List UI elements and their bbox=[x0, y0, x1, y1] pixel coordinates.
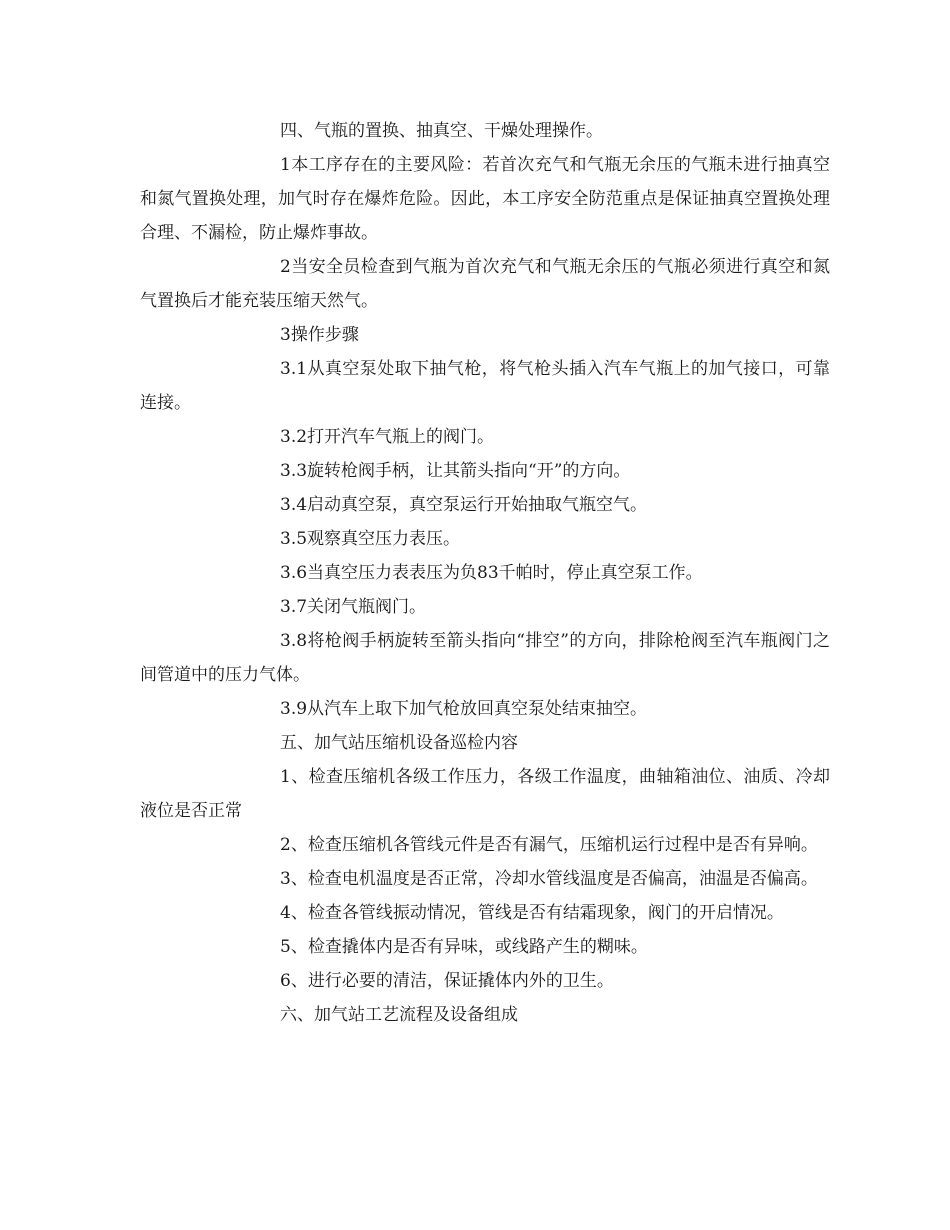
step-3-9: 3.9从汽车上取下加气枪放回真空泵处结束抽空。 bbox=[280, 699, 648, 719]
paragraph-inspection: 2当安全员检查到气瓶为首次充气和气瓶无余压的气瓶必须进行真空和氮气置换后才能充装压缩天然气。 bbox=[140, 257, 830, 311]
step-3-2: 3.2打开汽车气瓶上的阀门。 bbox=[280, 427, 495, 447]
heading-steps: 3操作步骤 bbox=[280, 325, 359, 345]
step-3-5: 3.5观察真空压力表压。 bbox=[280, 529, 461, 549]
check-item-2: 2、检查压缩机各管线元件是否有漏气，压缩机运行过程中是否有异响。 bbox=[280, 835, 818, 855]
check-item-5: 5、检查撬体内是否有异味，或线路产生的糊味。 bbox=[280, 937, 648, 957]
step-3-7: 3.7关闭气瓶阀门。 bbox=[280, 597, 427, 617]
heading-section-5: 五、加气站压缩机设备巡检内容 bbox=[280, 733, 518, 753]
check-item-4: 4、检查各管线振动情况，管线是否有结霜现象，阀门的开启情况。 bbox=[280, 903, 784, 923]
check-item-3: 3、检查电机温度是否正常，冷却水管线温度是否偏高，油温是否偏高。 bbox=[280, 869, 818, 889]
paragraph-risk: 1本工序存在的主要风险：若首次充气和气瓶无余压的气瓶未进行抽真空和氮气置换处理，加气时存在爆炸危险。因此，本工序安全防范重点是保证抽真空置换处理合理、不漏检，防止爆炸事故。 bbox=[140, 155, 830, 243]
check-item-1: 1、检查压缩机各级工作压力，各级工作温度，曲轴箱油位、油质、冷却液位是否正常 bbox=[140, 767, 830, 821]
step-3-1: 3.1从真空泵处取下抽气枪，将气枪头插入汽车气瓶上的加气接口，可靠连接。 bbox=[140, 359, 830, 413]
step-3-6: 3.6当真空压力表表压为负83千帕时，停止真空泵工作。 bbox=[280, 563, 703, 583]
step-3-3: 3.3旋转枪阀手柄，让其箭头指向“开”的方向。 bbox=[280, 461, 631, 481]
step-3-4: 3.4启动真空泵，真空泵运行开始抽取气瓶空气。 bbox=[280, 495, 648, 515]
document-body bbox=[140, 114, 830, 1032]
heading-section-4: 四、气瓶的置换、抽真空、干燥处理操作。 bbox=[280, 121, 603, 141]
step-3-8: 3.8将枪阀手柄旋转至箭头指向“排空”的方向，排除枪阀至汽车瓶阀门之间管道中的压力气体。 bbox=[140, 631, 830, 685]
heading-section-6: 六、加气站工艺流程及设备组成 bbox=[280, 1005, 518, 1025]
check-item-6: 6、进行必要的清洁，保证撬体内外的卫生。 bbox=[280, 971, 614, 991]
